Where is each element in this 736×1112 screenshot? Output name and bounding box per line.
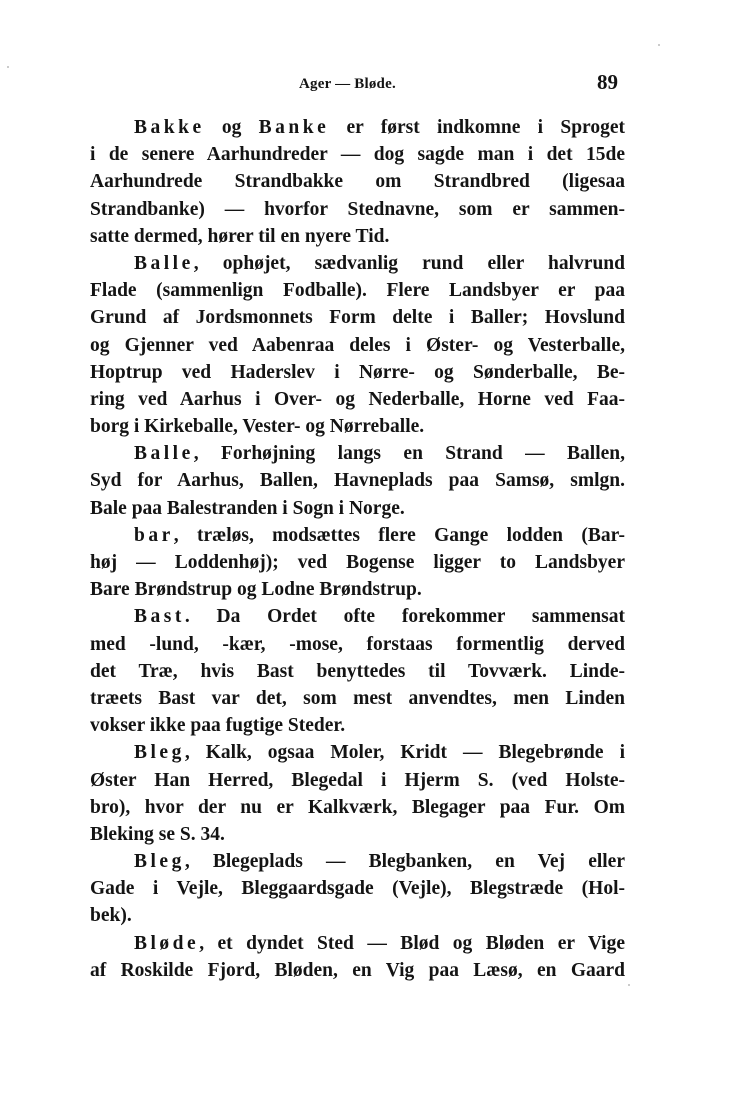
text-line: Flade (sammenlign Fodballe). Flere Landsbyer er paa (90, 280, 625, 302)
line-text: , Kalk, ogsaa Moler, Kridt — Blegebrønde i (184, 742, 625, 764)
text-line: satte dermed, hører til en nyere Tid. (90, 225, 390, 247)
text-line: Bare Brøndstrup og Lodne Brøndstrup. (90, 579, 422, 601)
text-line: træets Bast var det, som mest anvendtes, men Linden (90, 687, 625, 709)
text-line: borg i Kirkeballe, Vester- og Nørreballe. (90, 416, 425, 438)
text-line: og Gjenner ved Aabenraa deles i Øster- og Vesterballe, (90, 334, 625, 356)
text-line: ring ved Aarhus i Over- og Nederballe, Horne ved Faa- (90, 388, 625, 410)
text-line: Gade i Vejle, Bleggaardsgade (Vejle), Blegstræde (Hol- (90, 878, 625, 900)
headword: Bast (134, 606, 185, 628)
paper-speck (7, 66, 9, 68)
text-line: vokser ikke paa fugtige Steder. (90, 715, 346, 737)
text-line: Aarhundrede Strandbakke om Strandbred (ligesaa (90, 171, 625, 193)
headword: Banke (258, 117, 330, 138)
running-head: Ager — Bløde. (299, 76, 396, 92)
text-line (90, 250, 625, 277)
text-line (90, 848, 625, 875)
headword: Bleg (134, 742, 185, 764)
text-line (90, 603, 625, 630)
headword: Bløde (134, 932, 200, 954)
line-text: og (204, 117, 259, 138)
text-line: bro), hvor der nu er Kalkværk, Blegager paa Fur. Om (90, 796, 625, 818)
text-line: høj — Loddenhøj); ved Bogense ligger to Landsbyer (90, 552, 625, 573)
text-line: med -lund, -kær, -mose, forstaas formentlig derved (90, 633, 625, 655)
text-line (90, 114, 625, 141)
text-line: i de senere Aarhundreder — dog sagde man i det 15de (90, 144, 625, 166)
text-line: af Roskilde Fjord, Bløden, en Vig paa Læsø, en Gaard (90, 959, 625, 981)
text-line: bek). (90, 905, 132, 927)
line-text: , træløs, modsættes flere Gange lodden (Bar- (173, 524, 625, 546)
text-line (90, 522, 625, 549)
line-text: , ophøjet, sædvanlig rund eller halvrund (193, 252, 625, 274)
paper-speck (628, 984, 630, 986)
text-line: det Træ, hvis Bast benyttedes til Tovværk. Linde- (90, 660, 625, 682)
body-text (90, 114, 625, 984)
headword: Bleg (134, 851, 185, 873)
headword: Balle (134, 443, 194, 465)
headword: Balle (134, 252, 194, 274)
text-line (90, 739, 625, 766)
line-text: . Da Ordet ofte forekommer sammensat (184, 606, 625, 628)
text-line: Bleking se S. 34. (90, 823, 225, 845)
text-line: Strandbanke) — hvorfor Stednavne, som er sammen- (90, 198, 625, 220)
text-line: Bale paa Balestranden i Sogn i Norge. (90, 497, 405, 519)
line-text: , Blegeplads — Blegbanken, en Vej eller (184, 851, 625, 873)
text-line: Grund af Jordsmonnets Form delte i Baller; Hovslund (90, 307, 625, 329)
page-number: 89 (597, 70, 618, 94)
line-text: , Forhøjning langs en Strand — Ballen, (193, 443, 625, 465)
text-line: Syd for Aarhus, Ballen, Havneplads paa Samsø, smlgn. (90, 470, 625, 492)
headword: bar (134, 524, 174, 546)
paper-speck (658, 44, 660, 46)
headword: Bakke (134, 117, 205, 138)
text-line: Øster Han Herred, Blegedal i Hjerm S. (ved Holste- (90, 769, 625, 791)
text-line (90, 930, 625, 957)
line-text: , et dyndet Sted — Blød og Bløden er Vige (199, 932, 625, 954)
line-text: er først indkomne i Sproget (329, 117, 625, 138)
text-line: Hoptrup ved Haderslev i Nørre- og Sønderballe, Be- (90, 361, 625, 383)
text-line (90, 440, 625, 467)
